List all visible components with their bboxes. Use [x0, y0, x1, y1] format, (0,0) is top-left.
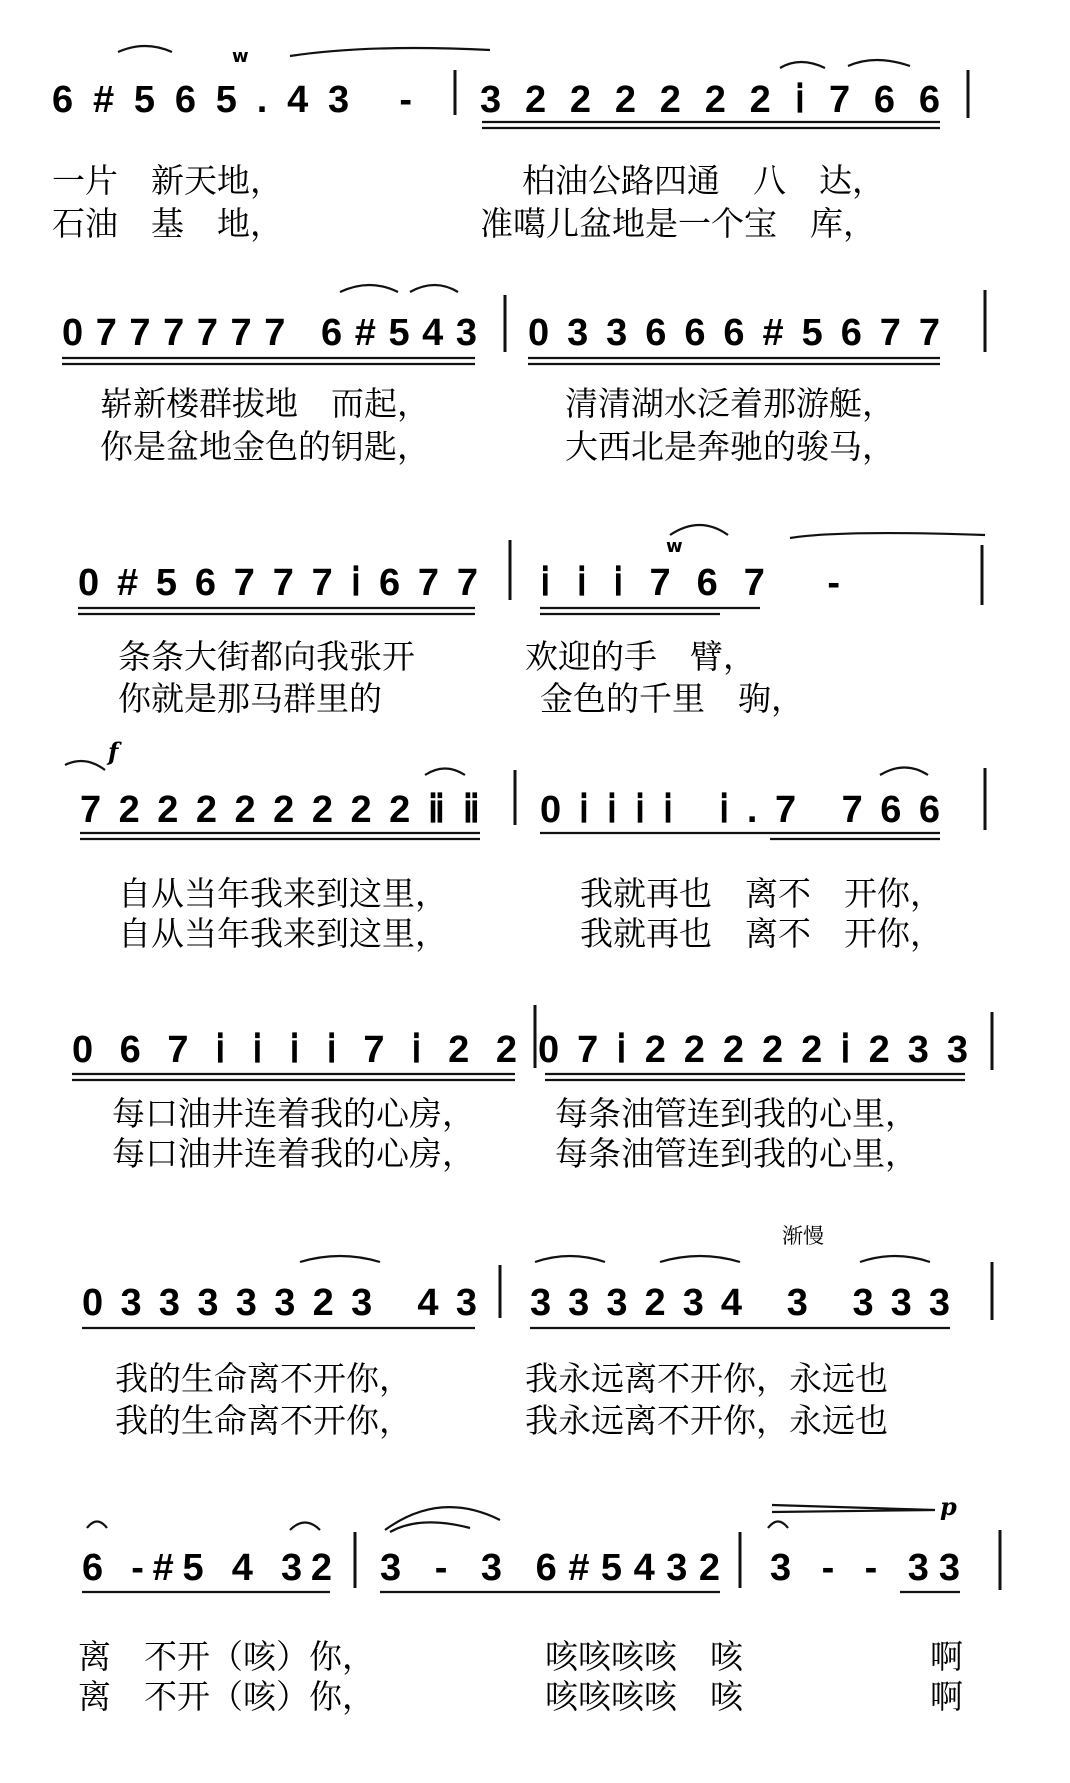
system-1-lyric1-a: 一片 新天地，	[52, 161, 283, 200]
system-6-lyric1-a: 我的生命离不开你，	[115, 1359, 412, 1398]
system-4-lyric2-a: 自从当年我来到这里，	[118, 914, 448, 953]
tempo-marking: 渐慢	[782, 1224, 824, 1248]
system-7-lyric1-a: 离 不开（咳）你，	[78, 1637, 375, 1676]
system-7-measure-1-notes: 6 -#5 4 32	[82, 1547, 332, 1589]
system-1-lyric1-b: 柏油公路四通 八 达，	[522, 161, 885, 200]
system-6-lyric1-b: 我永远离不开你，永远也	[525, 1359, 888, 1398]
system-3-measure-1-notes: 0#56777ⅰ677	[78, 562, 478, 604]
system-1-lyric2-b: 准噶儿盆地是一个宝 库，	[480, 204, 876, 243]
system-3-measure-2-notes: ⅰⅰⅰ767 -	[540, 562, 840, 604]
system-7-lyric1-b: 咳咳咳咳 咳	[545, 1637, 743, 1676]
system-7-measure-3-notes: 3 - - 33	[770, 1547, 960, 1589]
system-4-measure-1-notes: 722222222ⅱⅱ	[80, 789, 480, 831]
system-1-measure-2-notes: 3222222ⅰ766	[480, 79, 940, 121]
system-7-measure-2-notes: 3 - 3 6#5432	[380, 1547, 720, 1589]
system-3-lyric1-a: 条条大街都向我张开	[118, 637, 415, 676]
svg-text:ᴡ: ᴡ	[232, 46, 249, 67]
system-6-measure-2-notes: 333234 3 333	[530, 1282, 950, 1324]
dynamic-piano: p	[940, 1492, 957, 1521]
system-1-measure-1-notes: 6#565.43 -	[52, 79, 412, 121]
system-3-lyric2-a: 你就是那马群里的	[118, 679, 382, 718]
system-6-lyric2-a: 我的生命离不开你，	[115, 1401, 412, 1440]
system-1-lyric2-a: 石油 基 地，	[52, 204, 283, 243]
system-7-lyric1-c: 啊	[930, 1637, 963, 1676]
system-4-lyric2-b: 我就再也 离不 开你，	[580, 914, 943, 953]
system-1	[52, 46, 968, 243]
system-2-lyric2-b: 大西北是奔驰的骏马，	[565, 427, 895, 466]
system-2-lyric2-a: 你是盆地金色的钥匙，	[100, 427, 430, 466]
system-2-measure-1-notes: 0777777 6#543	[62, 312, 477, 354]
system-6-measure-1-notes: 03333323 43	[82, 1282, 477, 1324]
dynamic-forte: f	[108, 737, 119, 766]
system-4-measure-2-notes: 0ⅰⅰⅰⅰ ⅰ.7 766	[540, 789, 940, 831]
system-6	[82, 1224, 992, 1440]
system-5-lyric1-b: 每条油管连到我的心里，	[555, 1094, 918, 1133]
system-2-lyric1-b: 清清湖水泛着那游艇，	[565, 384, 895, 423]
system-4-lyric1-b: 我就再也 离不 开你，	[580, 874, 943, 913]
system-5	[72, 1005, 992, 1173]
system-4	[65, 737, 985, 953]
svg-text:ᴡ: ᴡ	[666, 536, 683, 557]
system-7-lyric2-b: 咳咳咳咳 咳	[545, 1677, 743, 1716]
system-3	[78, 525, 985, 718]
system-2	[62, 285, 985, 466]
system-2-lyric1-a: 崭新楼群拔地 而起，	[100, 384, 430, 423]
system-5-measure-1-notes: 067ⅰⅰⅰⅰ7ⅰ22	[72, 1029, 517, 1071]
system-3-lyric1-b: 欢迎的手 臂，	[525, 637, 756, 676]
system-4-lyric1-a: 自从当年我来到这里，	[118, 874, 448, 913]
system-5-lyric2-a: 每口油井连着我的心房，	[112, 1134, 475, 1173]
system-2-measure-2-notes: 033666#5677	[528, 312, 940, 354]
system-7-lyric2-c: 啊	[930, 1677, 963, 1716]
system-5-measure-2-notes: 07ⅰ22222ⅰ233	[538, 1029, 968, 1071]
system-3-lyric2-b: 金色的千里 驹，	[540, 679, 804, 718]
system-5-lyric1-a: 每口油井连着我的心房，	[112, 1094, 475, 1133]
system-6-lyric2-b: 我永远离不开你，永远也	[525, 1401, 888, 1440]
system-7	[78, 1492, 1000, 1716]
system-7-lyric2-a: 离 不开（咳）你，	[78, 1677, 375, 1716]
system-5-lyric2-b: 每条油管连到我的心里，	[555, 1134, 918, 1173]
